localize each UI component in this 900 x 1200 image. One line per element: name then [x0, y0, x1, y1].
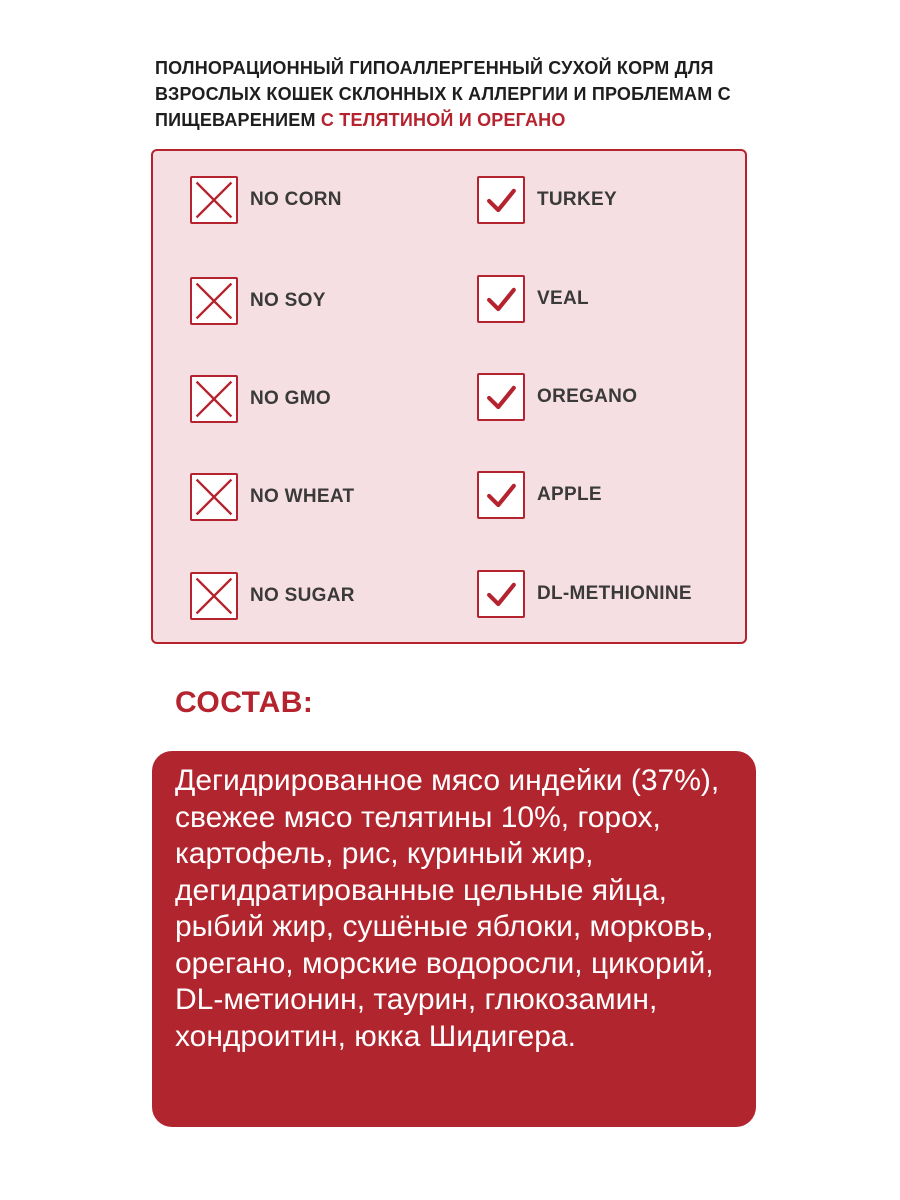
- list-item-turkey: [477, 176, 617, 224]
- cross-icon: [190, 176, 238, 224]
- check-icon: [477, 373, 525, 421]
- cross-icon: [190, 473, 238, 521]
- included-label: APPLE: [537, 484, 602, 505]
- list-item-no-gmo: [190, 375, 331, 423]
- list-item-no-wheat: [190, 473, 354, 521]
- product-flavor: С ТЕЛЯТИНОЙ И ОРЕГАНО: [320, 110, 566, 130]
- ingredients-checklist: [151, 149, 747, 644]
- check-icon: [477, 570, 525, 618]
- composition-title: СОСТАВ:: [175, 686, 314, 719]
- excluded-label: NO GMO: [250, 388, 331, 409]
- excluded-label: NO SUGAR: [250, 585, 355, 606]
- included-label: DL-METHIONINE: [537, 583, 692, 604]
- included-label: VEAL: [537, 288, 589, 309]
- list-item-oregano: [477, 373, 637, 421]
- cross-icon: [190, 375, 238, 423]
- composition-text: Дегидрированное мясо индейки (37%), свежее мясо телятины 10%, горох, картофель, рис, куриный жир, дегидратированные цельные яйца, рыбий жир, сушёные яблоки, морковь, орегано, морские водоросли, цикорий, DL-метионин, таурин, глюкозамин, хондроитин, юкка Шидигера.: [175, 764, 720, 1053]
- cross-icon: [190, 277, 238, 325]
- cross-icon: [190, 572, 238, 620]
- product-description: [155, 55, 795, 133]
- excluded-label: NO SOY: [250, 290, 326, 311]
- check-icon: [477, 471, 525, 519]
- list-item-no-corn: [190, 176, 342, 224]
- check-icon: [477, 176, 525, 224]
- list-item-veal: [477, 275, 589, 323]
- included-label: TURKEY: [537, 189, 617, 210]
- included-label: OREGANO: [537, 386, 638, 407]
- excluded-label: NO WHEAT: [250, 486, 355, 507]
- composition-panel: [152, 751, 756, 1127]
- list-item-apple: [477, 471, 602, 519]
- product-title: ПОЛНОРАЦИОННЫЙ ГИПОАЛЛЕРГЕННЫЙ СУХОЙ КОРМ ДЛЯ ВЗРОСЛЫХ КОШЕК СКЛОННЫХ К АЛЛЕРГИИ И ПРОБЛЕМАМ С ПИЩЕВАРЕНИЕМ: [155, 58, 731, 130]
- list-item-dl-methionine: [477, 570, 692, 618]
- excluded-label: NO CORN: [250, 189, 342, 210]
- check-icon: [477, 275, 525, 323]
- list-item-no-sugar: [190, 572, 355, 620]
- list-item-no-soy: [190, 277, 326, 325]
